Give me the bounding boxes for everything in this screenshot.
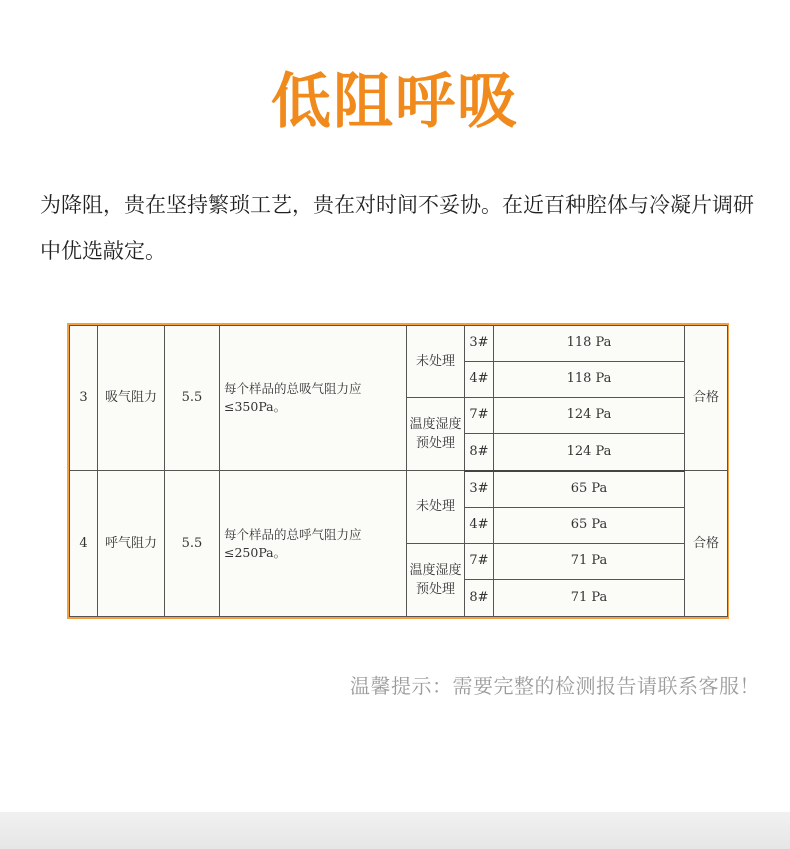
sample-value: 124 Pa — [494, 433, 685, 470]
report-table — [69, 325, 728, 617]
treatment-label: 温度湿度预处理 — [407, 397, 465, 470]
sample-id: 7# — [465, 397, 494, 433]
sample-id: 3# — [465, 471, 494, 508]
sample-id: 4# — [465, 361, 494, 397]
sample-value: 118 Pa — [494, 326, 685, 362]
page-title: 低阻呼吸 — [271, 67, 519, 137]
result-label: 合格 — [685, 326, 728, 471]
sample-id: 8# — [465, 433, 494, 470]
result-label: 合格 — [685, 471, 728, 617]
sample-id: 8# — [465, 580, 494, 617]
treatment-label: 温度湿度预处理 — [407, 543, 465, 617]
contact-tip: 温馨提示：需要完整的检测报告请联系客服！ — [350, 674, 760, 698]
sample-id: 4# — [465, 507, 494, 543]
footer-shade — [0, 812, 790, 849]
sample-id: 7# — [465, 543, 494, 580]
sample-value: 118 Pa — [494, 361, 685, 397]
sample-value: 65 Pa — [494, 507, 685, 543]
test-item: 吸气阻力 — [98, 326, 165, 471]
clause-number: 5.5 — [165, 471, 220, 617]
sample-value: 71 Pa — [494, 580, 685, 617]
requirement-text: 每个样品的总吸气阻力应≤350Pa。 — [220, 326, 407, 471]
sample-id: 3# — [465, 326, 494, 362]
requirement-text: 每个样品的总呼气阻力应≤250Pa。 — [220, 471, 407, 617]
sample-value: 124 Pa — [494, 397, 685, 433]
intro-paragraph: 为降阻，贵在坚持繁琐工艺，贵在对时间不妥协。在近百种腔体与冷凝片调研中优选敲定。 — [40, 193, 754, 263]
test-item: 呼气阻力 — [98, 471, 165, 617]
treatment-label: 未处理 — [407, 471, 465, 544]
row-number: 3 — [70, 326, 98, 471]
sample-value: 65 Pa — [494, 471, 685, 508]
sample-value: 71 Pa — [494, 543, 685, 580]
test-report-table — [67, 323, 729, 619]
table-row — [70, 326, 728, 362]
table-row — [70, 471, 728, 508]
row-number: 4 — [70, 471, 98, 617]
treatment-label: 未处理 — [407, 326, 465, 398]
clause-number: 5.5 — [165, 326, 220, 471]
